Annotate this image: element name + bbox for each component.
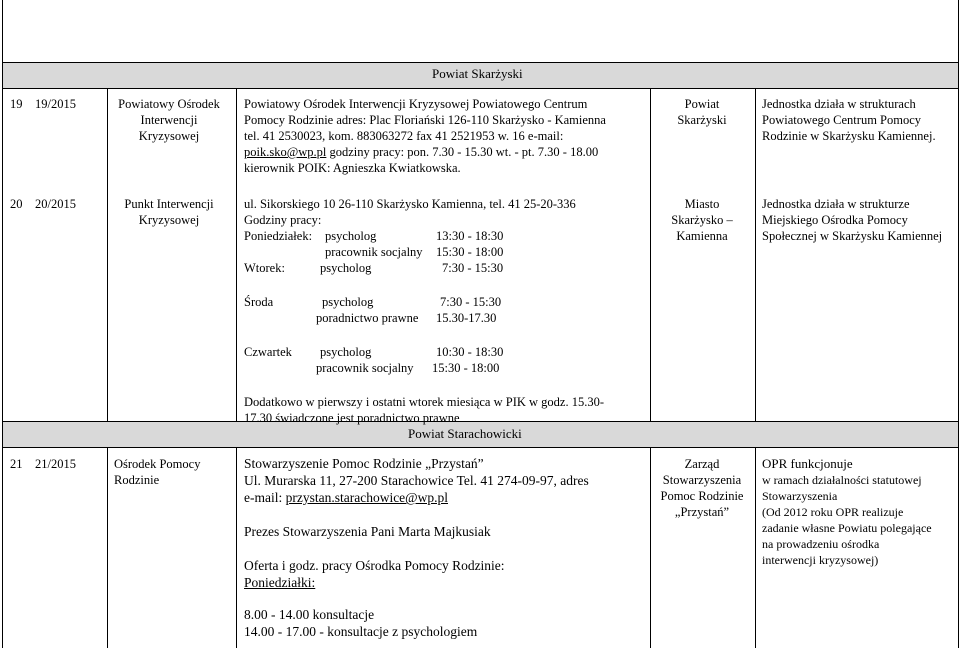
role-label: pracownik socjalny — [316, 361, 414, 375]
details-line: Ul. Murarska 11, 27-200 Starachowice Tel. 41 274-09-97, adres — [244, 473, 589, 488]
column-divider — [236, 447, 237, 648]
day-label: Poniedziałek: — [244, 229, 313, 243]
notes-line: Stowarzyszenia — [762, 489, 838, 503]
notes-line: Powiatowego Centrum Pomocy — [762, 113, 922, 127]
name-line: Ośrodek Pomocy — [114, 457, 201, 471]
registry-number: 20/2015 — [35, 197, 76, 211]
area-served — [656, 456, 748, 520]
spacer — [244, 326, 644, 344]
schedule-line — [244, 244, 644, 260]
name-line: Powiatowy Ośrodek — [118, 97, 220, 111]
row-number: 19 — [10, 97, 23, 111]
area-line: „Przystań” — [674, 505, 730, 519]
column-divider — [107, 88, 108, 421]
area-line: Powiat — [684, 97, 720, 111]
column-divider — [650, 447, 651, 648]
area-line: Skarżysko – — [671, 213, 733, 227]
details-line — [244, 489, 589, 506]
details-line: Dodatkowo w pierwszy i ostatni wtorek miesiąca w PIK w godz. 15.30- — [244, 395, 604, 409]
area-line: Miasto — [684, 197, 720, 211]
area-served — [656, 96, 748, 128]
institution-name — [114, 196, 224, 228]
table-border — [958, 0, 959, 648]
role-label: psycholog — [325, 229, 377, 243]
role-label: psycholog — [320, 261, 372, 275]
role-label: poradnictwo prawne — [316, 311, 419, 325]
email-label: e-mail: — [244, 490, 286, 505]
section-title-powiat-starachowicki: Powiat Starachowicki — [408, 426, 522, 441]
name-line: Kryzysowej — [138, 129, 200, 143]
column-divider — [650, 88, 651, 421]
institution-details — [244, 96, 606, 176]
notes-line: OPR funkcjonuje — [762, 456, 853, 471]
notes — [762, 96, 936, 144]
table-border — [2, 62, 959, 63]
details-line: Pomocy Rodzinie adres: Plac Floriański 126-110 Skarżysko - Kamienna — [244, 113, 606, 127]
institution-details — [244, 455, 589, 640]
schedule-line — [244, 260, 644, 276]
area-line: Zarząd — [684, 457, 720, 471]
name-line: Kryzysowej — [138, 213, 200, 227]
notes-line: w ramach działalności statutowej — [762, 473, 922, 487]
schedule-line — [244, 228, 644, 244]
institution-name — [114, 96, 224, 144]
institution-name — [114, 456, 200, 488]
details-line: 14.00 - 17.00 - konsultacje z psychologiem — [244, 624, 478, 639]
details-line: Powiatowy Ośrodek Interwencji Kryzysowej Powiatowego Centrum — [244, 97, 588, 111]
details-text: godziny pracy: pon. 7.30 - 15.30 wt. - pt. 7.30 - 18.00 — [326, 145, 599, 159]
table-border — [2, 88, 959, 89]
notes — [762, 456, 932, 568]
table-border — [2, 447, 959, 448]
schedule-line — [244, 360, 644, 376]
area-line: Kamienna — [676, 229, 728, 243]
table-border — [2, 0, 3, 648]
day-label: Czwartek — [244, 345, 292, 359]
role-label: pracownik socjalny — [325, 245, 423, 259]
registry-number: 21/2015 — [35, 457, 76, 471]
time-range: 10:30 - 18:30 — [436, 345, 504, 359]
details-line: 8.00 - 14.00 konsultacje — [244, 607, 375, 622]
details-line — [244, 144, 606, 160]
notes-line: (Od 2012 roku OPR realizuje — [762, 505, 904, 519]
day-label: Środa — [244, 295, 274, 309]
column-divider — [755, 88, 756, 421]
area-served — [656, 196, 748, 244]
spacer — [244, 506, 589, 523]
spacer — [244, 591, 589, 606]
email-link[interactable]: przystan.starachowice@wp.pl — [285, 490, 448, 505]
schedule-line — [244, 294, 644, 310]
details-line: tel. 41 2530023, kom. 883063272 fax 41 2521953 w. 16 e-mail: — [244, 129, 564, 143]
notes-line: interwencji kryzysowej) — [762, 553, 879, 567]
details-line: 17.30 świadczone jest poradnictwo prawne — [244, 411, 460, 425]
spacer — [244, 540, 589, 557]
area-line: Stowarzyszenia — [662, 473, 742, 487]
spacer — [244, 376, 644, 394]
column-divider — [107, 447, 108, 648]
notes-line: zadanie własne Powiatu polegające — [762, 521, 932, 535]
registry-number: 19/2015 — [35, 97, 76, 111]
role-label: psycholog — [320, 345, 372, 359]
details-line: Prezes Stowarzyszenia Pani Marta Majkusiak — [244, 524, 491, 539]
area-line: Pomoc Rodzinie — [660, 489, 744, 503]
row-number: 21 — [10, 457, 23, 471]
schedule-line — [244, 310, 644, 326]
details-line: Stowarzyszenie Pomoc Rodzinie „Przystań” — [244, 456, 484, 471]
notes-line: Rodzinie w Skarżysku Kamiennej. — [762, 129, 936, 143]
role-label: psycholog — [322, 295, 374, 309]
notes — [762, 196, 942, 244]
day-label: Poniedziałki: — [244, 575, 316, 590]
notes-line: Społecznej w Skarżysku Kamiennej — [762, 229, 943, 243]
notes-line: Jednostka działa w strukturach — [762, 97, 916, 111]
row-number: 20 — [10, 197, 23, 211]
institution-details — [244, 196, 644, 426]
time-range: 15.30-17.30 — [436, 311, 497, 325]
notes-line: Jednostka działa w strukturze — [762, 197, 910, 211]
spacer — [244, 276, 644, 294]
details-line: ul. Sikorskiego 10 26-110 Skarżysko Kamienna, tel. 41 25-20-336 — [244, 197, 576, 211]
name-line: Punkt Interwencji — [124, 197, 214, 211]
time-range: 13:30 - 18:30 — [436, 229, 504, 243]
time-range: 15:30 - 18:00 — [436, 245, 504, 259]
email-link[interactable]: poik.sko@wp.pl — [244, 145, 327, 159]
time-range: 7:30 - 15:30 — [442, 261, 504, 275]
column-divider — [755, 447, 756, 648]
section-title-powiat-skarzyski: Powiat Skarżyski — [432, 66, 523, 81]
notes-line: Miejskiego Ośrodka Pomocy — [762, 213, 908, 227]
details-line: Oferta i godz. pracy Ośrodka Pomocy Rodzinie: — [244, 558, 505, 573]
time-range: 15:30 - 18:00 — [432, 361, 500, 375]
time-range: 7:30 - 15:30 — [440, 295, 502, 309]
column-divider — [236, 88, 237, 421]
name-line: Interwencji — [140, 113, 198, 127]
details-line: kierownik POIK: Agnieszka Kwiatkowska. — [244, 161, 461, 175]
day-label: Wtorek: — [244, 261, 285, 275]
name-line: Rodzinie — [114, 473, 160, 487]
details-line: Godziny pracy: — [244, 213, 322, 227]
area-line: Skarżyski — [677, 113, 727, 127]
schedule-line — [244, 344, 644, 360]
notes-line: na prowadzeniu ośrodka — [762, 537, 880, 551]
